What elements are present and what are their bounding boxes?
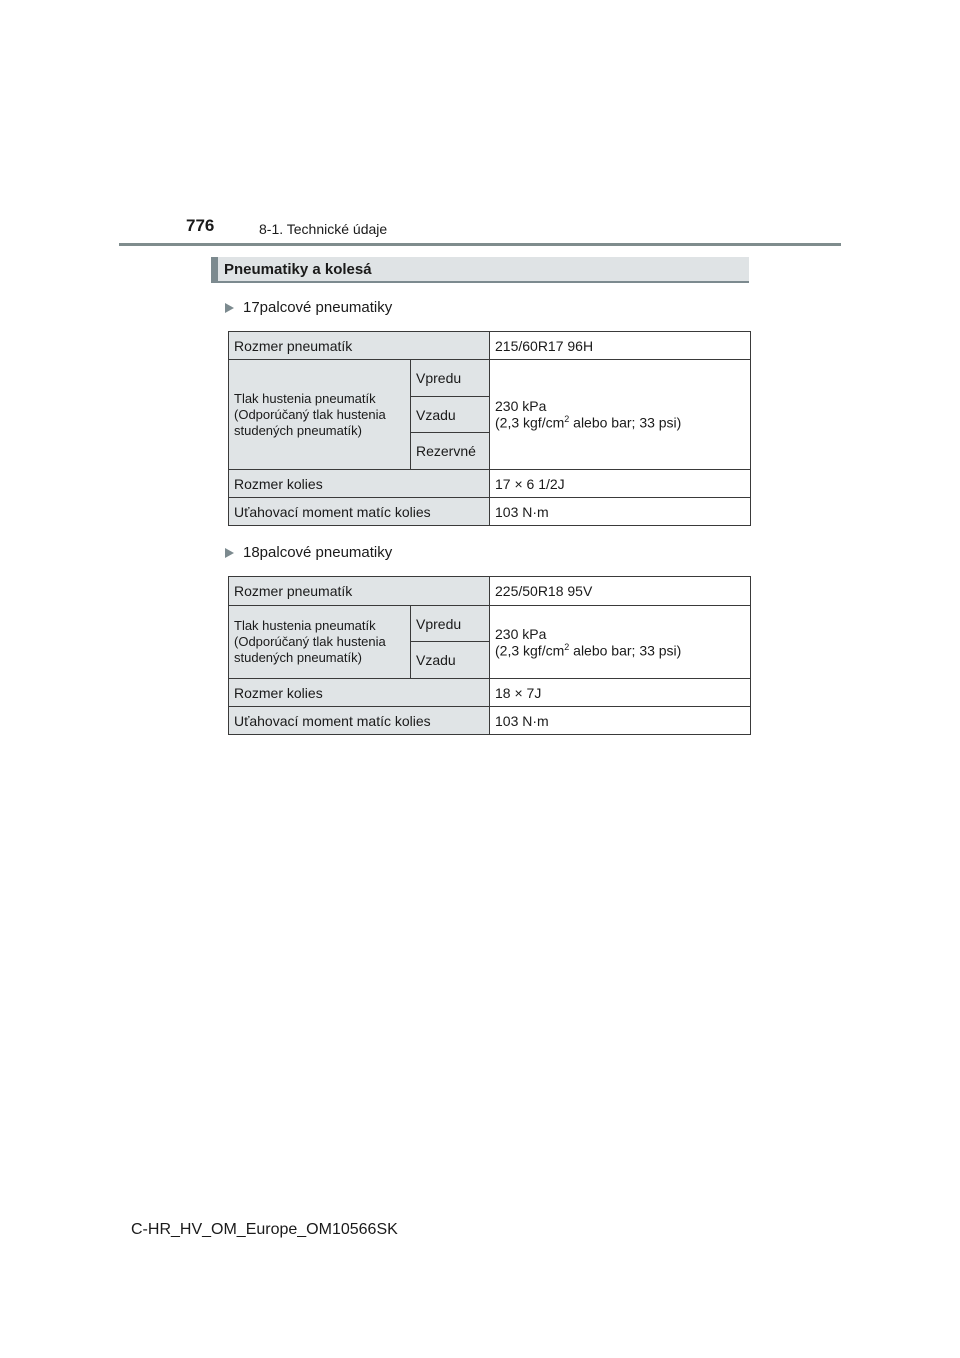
tire-size-label: Rozmer pneumatík: [229, 577, 490, 606]
pressure-value: [490, 606, 751, 679]
tire-size-value: 215/60R17 96H: [490, 332, 751, 360]
subheading-18: [225, 544, 392, 561]
pressure-value-line2a: (2,3 kgf/cm: [495, 642, 565, 659]
tire-size-label: Rozmer pneumatík: [229, 332, 490, 360]
wheel-size-label: Rozmer kolies: [229, 470, 490, 498]
table-row: [229, 498, 751, 526]
pressure-value-sup: 2: [564, 641, 570, 652]
subheading-17-text: 17palcové pneumatiky: [243, 299, 393, 316]
triangle-bullet-icon: [225, 303, 234, 313]
subheading-18-text: 18palcové pneumatiky: [243, 544, 393, 561]
table-row: [229, 679, 751, 707]
subheading-17: [225, 299, 392, 316]
spare-label: Rezervné: [411, 433, 490, 470]
pressure-value-line1: 230 kPa: [495, 625, 547, 642]
wheel-size-value: 17 × 6 1/2J: [490, 470, 751, 498]
page-number: 776: [186, 216, 215, 235]
torque-value: 103 N·m: [490, 498, 751, 526]
pressure-label: Tlak hustenia pneumatík (Odporúčaný tlak hustenia studených pneumatík): [229, 606, 411, 679]
table-row: [229, 577, 751, 606]
rear-label: Vzadu: [411, 397, 490, 433]
tire-table-18: [228, 576, 751, 735]
table-row: [229, 707, 751, 735]
torque-value: 103 N·m: [490, 707, 751, 735]
chapter-title: 8-1. Technické údaje: [259, 221, 388, 237]
table-row: [229, 606, 751, 642]
pressure-value-line1: 230 kPa: [495, 398, 547, 415]
wheel-size-label: Rozmer kolies: [229, 679, 490, 707]
pressure-label: Tlak hustenia pneumatík (Odporúčaný tlak hustenia studených pneumatík): [229, 360, 411, 470]
front-label: Vpredu: [411, 606, 490, 642]
table-row: [229, 470, 751, 498]
pressure-value-sup: 2: [564, 414, 570, 425]
tire-table-17: [228, 331, 751, 526]
front-label: Vpredu: [411, 360, 490, 397]
wheel-size-value: 18 × 7J: [490, 679, 751, 707]
rear-label: Vzadu: [411, 642, 490, 679]
pressure-value: [490, 360, 751, 470]
pressure-value-line2a: (2,3 kgf/cm: [495, 414, 565, 431]
footer-doc-id: C-HR_HV_OM_Europe_OM10566SK: [131, 1221, 398, 1238]
section-title: Pneumatiky a kolesá: [211, 257, 749, 283]
pressure-value-line2b: alebo bar; 33 psi): [569, 414, 682, 431]
triangle-bullet-icon: [225, 548, 234, 558]
tire-size-value: 225/50R18 95V: [490, 577, 751, 606]
table-row: [229, 332, 751, 360]
torque-label: Uťahovací moment matíc kolies: [229, 498, 490, 526]
pressure-value-line2b: alebo bar; 33 psi): [569, 642, 682, 659]
header-rule: [119, 243, 841, 246]
table-row: [229, 360, 751, 397]
torque-label: Uťahovací moment matíc kolies: [229, 707, 490, 735]
